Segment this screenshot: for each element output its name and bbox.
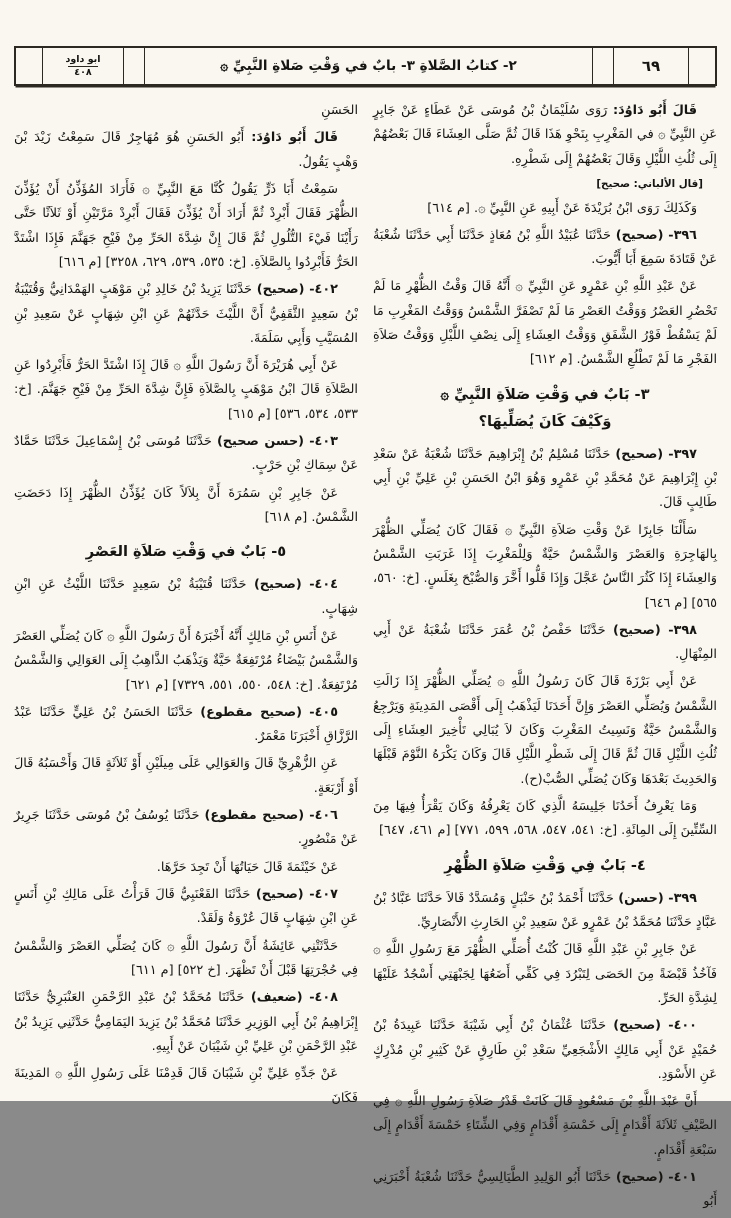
section-heading-line: ٥- بَابٌ في وَقْتِ صَلاَةِ العَصْرِ xyxy=(85,543,287,561)
grading-label: (صحيح) xyxy=(613,1018,662,1034)
edition-number: ٤٠٨ xyxy=(68,66,97,79)
hadith-number: ٤٠٨- xyxy=(309,990,338,1006)
text-paragraph xyxy=(14,1062,358,1111)
text-paragraph xyxy=(14,99,358,123)
paragraph-text: أَبُو الحَسَنِ هُوَ مُهَاجِرٌ قَالَ سَمِعْتُ زَيْدَ بْنَ وَهْبٍ يَقُولُ. xyxy=(14,130,358,170)
albani-grading-note: [قال الألباني: صحيح] xyxy=(596,177,703,190)
text-paragraph xyxy=(14,178,358,275)
hadith-number: ٤٠٢- xyxy=(309,282,338,298)
paragraph-text: عَنْ جَابِرِ بْنِ عَبْدِ اللَّهِ قَالَ كُنْتُ أُصَلِّي الظُّهْرَ مَعَ رَسُولِ اللَّهِ ۞ فَآخُذُ قَبْضَةً مِنَ الحَصَى لِتَبْرُدَ فِي كَفِّي أَضَعُهَا لِجَبْهَتِي أَسْجُدُ عَلَيْهَا لِشِدَّةِ الحَرِّ. xyxy=(373,942,717,1006)
text-paragraph xyxy=(373,1090,717,1163)
column-right xyxy=(373,99,717,1218)
text-paragraph xyxy=(14,482,358,531)
paragraph-text: عَنْ عَبْدِ اللَّهِ بْنِ عَمْرٍو عَنِ النَّبِيِّ ۞ أَنَّهُ قَالَ وَقْتُ الظُّهْرِ مَا لَمْ تَحْضُرِ العَصْرُ وَوَقْتُ العَصْرِ مَا لَمْ تَصْفَرَّ الشَّمْسُ وَوَقْتُ المَغْرِبِ مَا لَمْ يَسْقُطْ فَوْرُ الشَّفَقِ وَوَقْتُ العِشَاءِ إِلَى نِصْفِ اللَّيْلِ وَوَقْتُ صَلاَةِ الفَجْرِ مَا لَمْ تَطْلُعِ الشَّمْسُ. [م ٦١٢] xyxy=(373,279,717,368)
text-paragraph xyxy=(373,99,717,172)
text-columns xyxy=(14,99,717,1218)
paragraph-text: سَأَلْنَا جَابِرًا عَنْ وَقْتِ صَلاَةِ النَّبِيِّ ۞ فَقَالَ كَانَ يُصَلِّي الظُّهْرَ بِالهَاجِرَةِ وَالعَصْرَ وَالشَّمْسُ حَيَّةٌ وَلِلْمَغْرِبَ إِذَا غَرَبَتِ الشَّمْسُ وَالعِشَاءَ إِذَا كَثُرَ النَّاسُ عَجَّلَ وَإِذَا قَلُّوا أَخَّرَ وَالصُّبْحَ بِغَلَسٍ. [خ: ٥٦٠، ٥٦٥] [م ٦٤٦] xyxy=(373,522,717,611)
chapter-title: ٢- كتابُ الصَّلاةِ ٣- بابٌ في وَقْتِ صَلاةِ النَّبِيِّ ۞ xyxy=(145,48,593,84)
hadith-paragraph xyxy=(373,887,717,936)
grading-label: (حسن) xyxy=(618,890,664,906)
hadith-number: ٤٠٦- xyxy=(309,808,338,824)
hadith-paragraph xyxy=(373,224,717,273)
hadith-paragraph xyxy=(14,430,358,479)
paragraph-text: رَوَى سُلَيْمَانُ بْنُ مُوسَى عَنْ عَطَاءٍ عَنْ جَابِرٍ عَنِ النَّبِيِّ ۞ في المَغْرِبِ بِنَحْوِ هَذَا قَالَ ثُمَّ صَلَّى العِشَاءَ قَالَ بَعْضُهُمْ إِلَى ثُلُثِ اللَّيْلِ وَقَالَ بَعْضُهُمْ إِلَى شَطْرِهِ. xyxy=(373,103,717,167)
paragraph-text: عَنْ أَبِي بَرْزَةَ قَالَ كَانَ رَسُولُ اللَّهِ ۞ يُصَلِّي الظُّهْرَ إِذَا زَالَتِ الشَّمْسُ وَيُصَلِّي العَصْرَ وَإِنَّ أَحَدَنَا لَيَذْهَبُ إِلَى أَقْصَى المَدِينَةِ وَيَرْجِعُ وَالشَّمْسُ حَيَّةٌ وَنَسِيتُ المَغْرِبَ وَكَانَ لاَ يُبَالِي تَأْخِيرَ العِشَاءِ إِلَى ثُلُثِ اللَّيْلِ قَالَ ثُمَّ قَالَ إِلَى شَطْرِ اللَّيْلِ قَالَ وَكَانَ يَكْرَهُ النَّوْمَ قَبْلَهَا وَالحَدِيثَ بَعْدَهَا وَكَانَ يُصَلِّي الصُّبْ(ح). xyxy=(373,674,717,787)
hadith-paragraph xyxy=(373,1166,717,1215)
edition-label: ابو داود xyxy=(65,53,101,65)
paragraph-text: سَمِعْتُ أَبَا ذَرٍّ يَقُولُ كُنَّا مَعَ النَّبِيِّ ۞ فَأَرَادَ المُؤَذِّنُ أَنْ يُؤَذِّنَ الظُّهْرَ فَقَالَ أَبْرِدْ ثُمَّ أَرَادَ أَنْ يُؤَذِّنَ فَقَالَ أَبْرِدْ مَرَّتَيْنِ أَوْ ثَلاَثًا حَتَّى رَأَيْنَا فَيْءَ التُّلُولِ ثُمَّ قَالَ إِنَّ شِدَّةَ الحَرِّ مِنْ فَيْحِ جَهَنَّمَ فَإِذَا اشْتَدَّ الحَرُّ فَأَبْرِدُوا بِالصَّلاَةِ. [خ: ٥٣٥، ٥٣٩، ٦٢٩، ٣٢٥٨] [م ٦١٦] xyxy=(14,181,358,270)
hadith-paragraph xyxy=(373,1014,717,1087)
paragraph-text: حَدَّثَنَا يُوسُفُ بْنُ مُوسَى حَدَّثَنَا جَرِيرٌ عَنْ مَنْصُورٍ. xyxy=(14,808,358,848)
hadith-paragraph xyxy=(373,619,717,668)
paragraph-text: حَدَّثَنَا الحَسَنُ بْنُ عَلِيٍّ حَدَّثَنَا عَبْدُ الرَّزَّاقِ أَخْبَرَنَا مَعْمَرٌ. xyxy=(14,704,358,745)
section-heading-line: ٣- بَابٌ في وَقْتِ صَلاَةِ النَّبِيِّ ۞ xyxy=(440,385,650,403)
hadith-paragraph xyxy=(14,278,358,351)
grading-label: (صحيح) xyxy=(253,577,302,593)
text-paragraph xyxy=(14,935,358,984)
text-paragraph xyxy=(14,752,358,801)
paragraph-text: عَنِ الزُّهْرِيِّ قَالَ وَالعَوَالِي عَلَى مِيلَيْنِ أَوْ ثَلاَثَةٍ قَالَ وَأَحْسَبُهُ قَالَ أَوْ أَرْبَعَةٍ. xyxy=(14,756,358,796)
text-paragraph xyxy=(373,275,717,372)
hadith-paragraph xyxy=(14,701,358,750)
grading-label: (صحيح) xyxy=(615,1170,664,1186)
header-gap-right xyxy=(593,48,614,84)
section-heading xyxy=(373,382,717,436)
hadith-number: ٣٩٧- xyxy=(668,446,697,462)
grading-label: (صحيح) xyxy=(613,622,661,638)
paragraph-text: أَنَّ عَبْدَ اللَّهِ بْنَ مَسْعُودٍ قَالَ كَانَتْ قَدْرُ صَلاَةِ رَسُولِ اللَّهِ ۞ فِي الصَّيْفِ ثَلاَثَةَ أَقْدَامٍ إِلَى خَمْسَةِ أَقْدَامٍ وَفِي الشِّتَاءِ خَمْسَةَ أَقْدَامٍ إِلَى سَبْعَةِ أَقْدَامٍ. xyxy=(373,1094,717,1158)
section-heading-line: ٤- بَابٌ فِي وَقْتِ صَلاَةِ الظُّهْرِ xyxy=(444,856,646,874)
paragraph-text: حَدَّثَنَا القَعْنَبِيُّ قَالَ قَرَأْتُ عَلَى مَالِكِ بْنِ أَنَسٍ عَنِ ابْنِ شِهَابٍ قَالَ عُرْوَةُ وَلَقَدْ. xyxy=(14,887,358,927)
paragraph-text: حَدَّثَنَا مُسْلِمُ بْنُ إِبْرَاهِيمَ حَدَّثَنَا شُعْبَةُ عَنْ سَعْدِ بْنِ إِبْرَاهِيمَ عَنْ مُحَمَّدِ بْنِ عَمْرٍو وَهُوَ ابْنُ الحَسَنِ بْنِ عَلِيِّ بْنِ أَبِي طَالِبٍ قَالَ. xyxy=(373,446,717,511)
paragraph-text: حَدَّثَنَا عُثْمَانُ بْنُ أَبِي شَيْبَةَ حَدَّثَنَا عَبِيدَةُ بْنُ حُمَيْدٍ عَنْ أَبِي مَالِكٍ الأَشْجَعِيِّ سَعْدِ بْنِ طَارِقٍ عَنْ كَثِيرِ بْنِ مُدْرِكٍ عَنِ الأَسْوَدِ. xyxy=(373,1018,717,1082)
paragraph-text: حَدَّثَنَا أَبُو الوَلِيدِ الطَّيَالِسِيُّ حَدَّثَنَا شُعْبَةُ أَخْبَرَنِي أَبُو xyxy=(373,1170,717,1210)
text-paragraph xyxy=(14,856,358,880)
grading-label: (حسن صحيح) xyxy=(216,434,305,450)
hadith-number: ٤٠٥- xyxy=(309,704,339,720)
header-spacer-left xyxy=(16,48,43,84)
section-heading xyxy=(14,539,358,566)
grading-label: (صحيح مقطوع) xyxy=(200,704,303,720)
paragraph-text: عَنْ جَدِّهِ عَلِيِّ بْنِ شَيْبَانَ قَالَ قَدِمْنَا عَلَى رَسُولِ اللَّهِ ۞ المَدِينَةَ فَكَانَ xyxy=(14,1066,358,1106)
hadith-number: ٤٠٤- xyxy=(309,577,338,593)
text-paragraph xyxy=(14,126,358,175)
grading-label: (صحيح) xyxy=(256,282,305,298)
grading-label: (صحيح) xyxy=(615,227,664,243)
paragraph-text: وَكَذَلِكَ رَوَى ابْنُ بُرَيْدَةَ عَنْ أَبِيهِ عَنِ النَّبِيِّ ۞. [م ٦١٤] xyxy=(427,200,697,216)
paragraph-text: الحَسَنِ xyxy=(321,103,358,118)
text-paragraph xyxy=(373,197,717,221)
hadith-number: ٣٩٩- xyxy=(668,890,697,906)
hadith-paragraph xyxy=(14,986,358,1059)
abu-dawud-lead: قَالَ أَبُو دَاوُدَ: xyxy=(612,103,697,118)
hadith-paragraph xyxy=(14,804,358,853)
paragraph-text: حَدَّثَنَا مُوسَى بْنُ إِسْمَاعِيلَ حَدَّثَنَا حَمَّادٌ عَنْ سِمَاكِ بْنِ حَرْبٍ. xyxy=(14,434,358,474)
hadith-number: ٤٠٧- xyxy=(309,887,338,903)
paragraph-text: وَمَا يَعْرِفُ أَحَدُنَا جَلِيسَهُ الَّذِي كَانَ يَعْرِفُهُ وَكَانَ يَقْرَأُ فِيهَا مِنَ السِّتِّينَ إِلَى المِائَةِ. [خ: ٥٤١، ٥٤٧، ٥٦٨، ٥٩٩، ٧٧١] [م ٤٦١، ٦٤٧] xyxy=(373,799,717,839)
hadith-number: ٤٠١- xyxy=(668,1170,697,1186)
paragraph-text: حَدَّثَنَا أَحْمَدُ بْنُ حَنْبَلٍ وَمُسَدَّدٌ قَالاَ حَدَّثَنَا عَبَّادُ بْنُ عَبَّادٍ حَدَّثَنَا مُحَمَّدُ بْنُ عَمْرٍو عَنْ سَعِيدِ بْنِ الحَارِثِ الأَنْصَارِيِّ. xyxy=(373,890,717,930)
paragraph-text: حَدَّثَنَا قُتَيْبَةُ بْنُ سَعِيدٍ حَدَّثَنَا اللَّيْثُ عَنِ ابْنِ شِهَابٍ. xyxy=(14,577,358,617)
paragraph-text: حَدَّثَتْنِي عَائِشَةُ أَنَّ رَسُولَ اللَّهِ ۞ كَانَ يُصَلِّي العَصْرَ وَالشَّمْسُ فِي حُجْرَتِهَا قَبْلَ أَنْ تَظْهَرَ. [خ ٥٢٢] [م ٦١١] xyxy=(14,938,358,978)
hadith-number: ٣٩٦- xyxy=(668,227,697,243)
section-heading xyxy=(373,853,717,880)
grading-label: (صحيح) xyxy=(255,887,304,903)
hadith-paragraph xyxy=(373,443,717,516)
grading-label: (صحيح) xyxy=(615,446,664,462)
text-paragraph xyxy=(373,519,717,616)
text-paragraph xyxy=(14,625,358,698)
paragraph-text: عَنْ أَنَسِ بْنِ مَالِكٍ أَنَّهُ أَخْبَرَهُ أَنَّ رَسُولَ اللَّهِ ۞ كَانَ يُصَلِّي العَصْرَ وَالشَّمْسُ بَيْضَاءُ مُرْتَفِعَةٌ حَيَّةٌ وَيَذْهَبُ الذَّاهِبُ إِلَى العَوَالِي وَالشَّمْسُ مُرْتَفِعَةٌ. [خ: ٥٤٨، ٥٥٠، ٥٥١، ٧٣٢٩] [م ٦٢١] xyxy=(14,628,358,693)
paragraph-text: عَنْ خَيْثَمَةَ قَالَ حَيَاتُهَا أَنْ تَجِدَ حَرَّهَا. xyxy=(156,859,338,875)
paragraph-text: حَدَّثَنَا حَفْصُ بْنُ عُمَرَ حَدَّثَنَا شُعْبَةُ عَنْ أَبِي المِنْهَالِ. xyxy=(373,622,717,663)
hadith-paragraph xyxy=(14,573,358,622)
text-paragraph xyxy=(373,670,717,792)
header-gap-left xyxy=(124,48,145,84)
grading-label: (صحيح مقطوع) xyxy=(204,808,305,824)
header-spacer-right xyxy=(689,48,715,84)
page-number: ٦٩ xyxy=(614,48,689,84)
section-heading-line: وَكَيْفَ كَانَ يُصَلِّيهَا؟ xyxy=(478,412,612,430)
text-paragraph xyxy=(373,795,717,844)
edition-box xyxy=(43,48,124,84)
text-paragraph xyxy=(373,938,717,1011)
text-paragraph xyxy=(14,354,358,427)
column-left xyxy=(14,99,358,1218)
paragraph-text: حَدَّثَنَا يَزِيدُ بْنُ خَالِدِ بْنِ مَوْهَبٍ الهَمْدَانِيُّ وَقُتَيْبَةُ بْنُ سَعِيدٍ الثَّقَفِيُّ أَنَّ اللَّيْثَ حَدَّثَهُمْ عَنِ ابْنِ شِهَابٍ عَنْ سَعِيدِ بْنِ المُسَيَّبِ وَأَبِي سَلَمَةَ. xyxy=(14,282,358,346)
paragraph-text: حَدَّثَنَا مُحَمَّدُ بْنُ عَبْدِ الرَّحْمَنِ العَنْبَرِيُّ حَدَّثَنَا إِبْرَاهِيمُ بْنُ أَبِي الوَزِيرِ حَدَّثَنَا مُحَمَّدُ بْنُ يَزِيدَ اليَمَامِيُّ حَدَّثَنِي يَزِيدُ بْنُ عَبْدِ الرَّحْمَنِ بْنِ عَلِيِّ بْنِ شَيْبَانَ عَنْ أَبِيهِ. xyxy=(14,990,358,1054)
grading-label: (ضعيف) xyxy=(250,990,303,1006)
paragraph-text: عَنْ أَبِي هُرَيْرَةَ أَنَّ رَسُولَ اللَّهِ ۞ قَالَ إِذَا اشْتَدَّ الحَرُّ فَأَبْرِدُوا عَنِ الصَّلاَةِ قَالَ ابْنُ مَوْهَبٍ بِالصَّلاَةِ فَإِنَّ شِدَّةَ الحَرِّ مِنْ فَيْحِ جَهَنَّمَ. [خ: ٥٣٣، ٥٣٤، ٥٣٦] [م ٦١٥] xyxy=(14,358,358,422)
abu-dawud-lead: قَالَ أَبُو دَاوُدَ: xyxy=(251,130,338,146)
hadith-number: ٤٠٣- xyxy=(309,434,338,450)
hadith-number: ٣٩٨- xyxy=(668,622,697,638)
paragraph-text: عَنْ جَابِرِ بْنِ سَمُرَةَ أَنَّ بِلاَلاً كَانَ يُؤَذِّنُ الظُّهْرَ إِذَا دَحَضَتِ الشَّمْسُ. [م ٦١٨] xyxy=(14,485,358,525)
hadith-paragraph xyxy=(14,883,358,932)
hadith-number: ٤٠٠- xyxy=(668,1018,697,1034)
page-header xyxy=(14,46,717,86)
paragraph-text: حَدَّثَنَا عُبَيْدُ اللَّهِ بْنُ مُعَاذٍ حَدَّثَنَا أَبِي حَدَّثَنَا شُعْبَةُ عَنْ قَتَادَةَ سَمِعَ أَبَا أَيُّوبَ. xyxy=(373,227,717,268)
